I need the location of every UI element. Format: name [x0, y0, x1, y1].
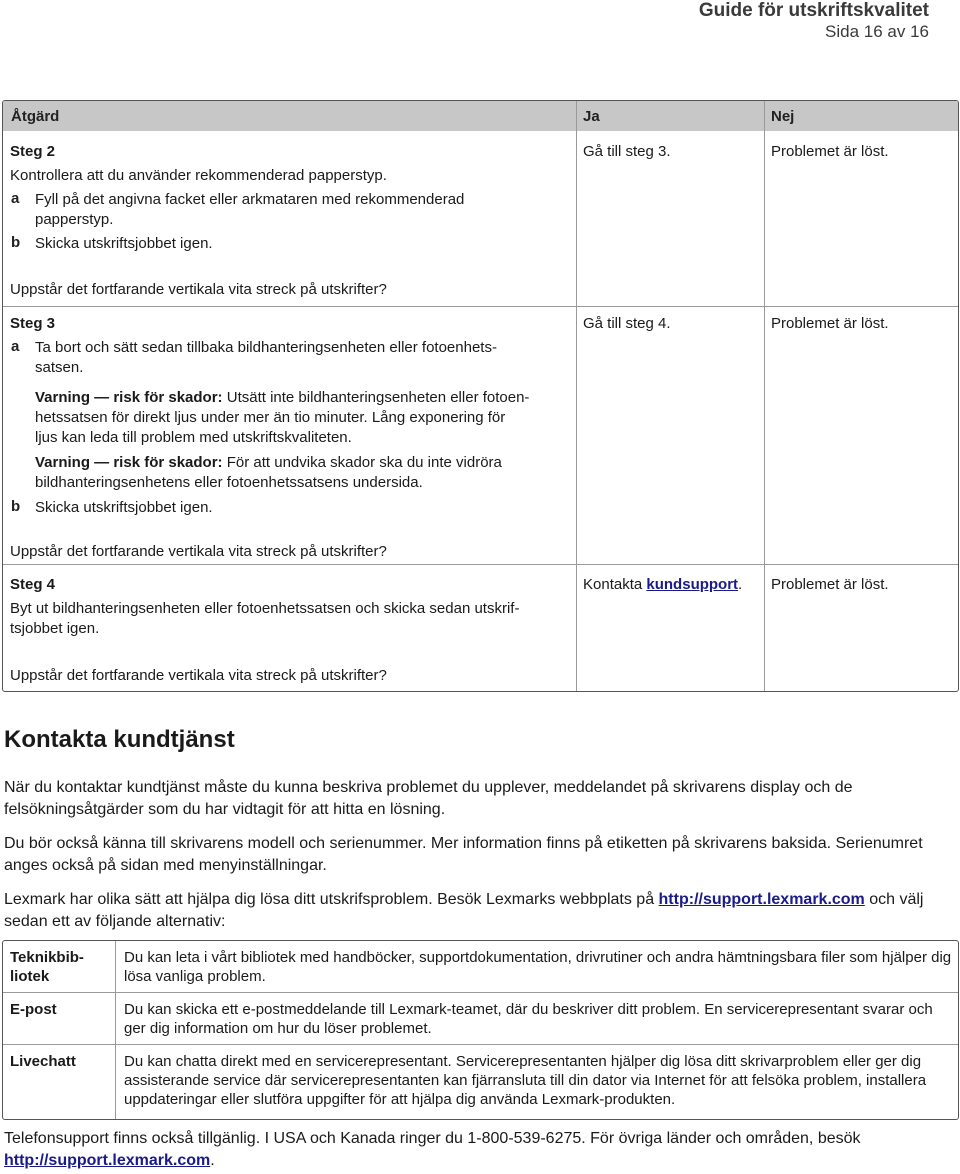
list-marker-a: a	[11, 190, 20, 207]
step-4-text-cont: tsjobbet igen.	[10, 620, 100, 637]
paragraph-3	[4, 889, 956, 933]
document-title: Guide för utskriftskvalitet	[698, 0, 929, 21]
paragraph-3-text: Lexmark har olika sätt att hjälpa dig lösa ditt utskrifsproblem. Besök Lexmarks webbplats på	[4, 891, 659, 908]
step-2-item-b: Skicka utskriftsjobbet igen.	[35, 235, 213, 252]
column-divider	[576, 101, 577, 691]
row-divider	[3, 306, 958, 307]
list-marker-b: b	[11, 498, 21, 515]
step-4-no-action: Problemet är löst.	[771, 576, 889, 593]
warning-label: Varning — risk för skador:	[35, 389, 223, 406]
step-2-title: Steg 2	[10, 143, 56, 160]
kundsupport-link[interactable]: kundsupport	[646, 576, 739, 593]
step-2-no-action: Problemet är löst.	[771, 143, 889, 160]
row-divider	[3, 992, 958, 993]
warning-2-cont: bildhanteringsenhetens eller fotoenhetssatsens undersida.	[35, 474, 423, 491]
section-heading: Kontakta kundtjänst	[4, 726, 235, 753]
footer-text: Telefonsupport finns också tillgänlig. I USA och Kanada ringer du 1-800-539-6275. För övriga länder och områden, besök	[4, 1130, 861, 1147]
option-name: Livechatt	[10, 1053, 76, 1070]
column-header-action: Åtgärd	[11, 108, 60, 125]
step-2-item-a: Fyll på det angivna facket eller arkmataren med rekommenderad	[35, 191, 465, 208]
warning-1	[35, 388, 529, 407]
step-4-yes-action	[583, 575, 742, 594]
list-marker-a: a	[11, 338, 20, 355]
step-3-question: Uppstår det fortfarande vertikala vita streck på utskrifter?	[10, 543, 387, 560]
column-header-no: Nej	[771, 108, 795, 125]
option-description: Du kan skicka ett e-postmeddelande till Lexmark-teamet, där du beskriver ditt problem. En servicerepresentant svarar och ger dig information om hur du löser problemet.	[124, 1001, 933, 1037]
option-name: E-post	[10, 1001, 57, 1018]
warning-text: Utsätt inte bildhanteringsenheten eller fotoen-	[226, 389, 530, 406]
step-4-text: Byt ut bildhanteringsenheten eller fotoenhetssatsen och skicka sedan utskrif-	[10, 600, 520, 617]
support-website-link[interactable]: http://support.lexmark.com	[658, 891, 865, 908]
column-divider	[764, 101, 765, 691]
warning-1-cont: hetssatsen för direkt ljus under mer än tio minuter. Lång exponering för	[35, 409, 506, 426]
warning-label: Varning — risk för skador:	[35, 454, 223, 471]
contact-options-table	[2, 940, 959, 1120]
paragraph-2: Du bör också känna till skrivarens modell och serienummer. Mer information finns på etiketten på skrivarens baksida. Serienumret anges också på sidan med menyinställningar.	[4, 835, 923, 874]
footer-support-link[interactable]: http://support.lexmark.com	[4, 1152, 211, 1169]
row-divider	[3, 564, 958, 565]
warning-text: För att undvika skador ska du inte vidröra	[226, 454, 502, 471]
table-header-row	[3, 101, 958, 131]
step-2-item-a-cont: papperstyp.	[35, 211, 114, 228]
option-name: Teknikbib-liotek	[10, 949, 84, 985]
footer-paragraph	[4, 1128, 956, 1172]
row-divider	[3, 1044, 958, 1045]
option-description: Du kan leta i vårt bibliotek med handböcker, supportdokumentation, drivrutiner och andra hämtningsbara filer som hjälper dig lösa vanliga problem.	[124, 949, 952, 985]
option-description: Du kan chatta direkt med en servicerepresentant. Servicerepresentanten hjälper dig lösa ditt skrivarproblem eller ger dig assisterande service där servicerepresentanten kan fjärransluta till din dator via Internet för att felsöka problem, installera uppdateringar eller slutföra uppgifter för att hjälpa dig använda Lexmark-produkten.	[124, 1053, 927, 1108]
warning-2	[35, 453, 502, 472]
paragraph-1: När du kontaktar kundtjänst måste du kunna beskriva problemet du upplever, meddelandet på skrivarens display och de felsökningsåtgärder som du har vidtagit för att hitta en lösning.	[4, 779, 853, 818]
step-3-item-a: Ta bort och sätt sedan tillbaka bildhanteringsenheten eller fotoenhets-	[35, 339, 497, 356]
troubleshooting-table	[2, 100, 959, 692]
yes-suffix: .	[738, 576, 743, 593]
column-header-yes: Ja	[583, 108, 600, 125]
step-4-question: Uppstår det fortfarande vertikala vita streck på utskrifter?	[10, 667, 387, 684]
step-3-item-b: Skicka utskriftsjobbet igen.	[35, 499, 213, 516]
step-2-question: Uppstår det fortfarande vertikala vita streck på utskrifter?	[10, 281, 387, 298]
step-3-item-a-cont: satsen.	[35, 359, 84, 376]
step-2-intro: Kontrollera att du använder rekommenderad papperstyp.	[10, 167, 387, 184]
warning-1-cont: ljus kan leda till problem med utskriftskvaliteten.	[35, 429, 352, 446]
step-2-yes-action: Gå till steg 3.	[583, 143, 671, 160]
paragraph-3-suffix: och välj sedan ett av följande alternativ:	[4, 891, 924, 930]
list-marker-b: b	[11, 234, 21, 251]
yes-prefix: Kontakta	[583, 576, 643, 593]
column-divider	[115, 941, 116, 1119]
step-4-title: Steg 4	[10, 576, 56, 593]
page-number: Sida 16 av 16	[825, 22, 929, 41]
step-3-title: Steg 3	[10, 315, 56, 332]
footer-suffix: .	[210, 1152, 215, 1169]
step-3-no-action: Problemet är löst.	[771, 315, 889, 332]
step-3-yes-action: Gå till steg 4.	[583, 315, 671, 332]
